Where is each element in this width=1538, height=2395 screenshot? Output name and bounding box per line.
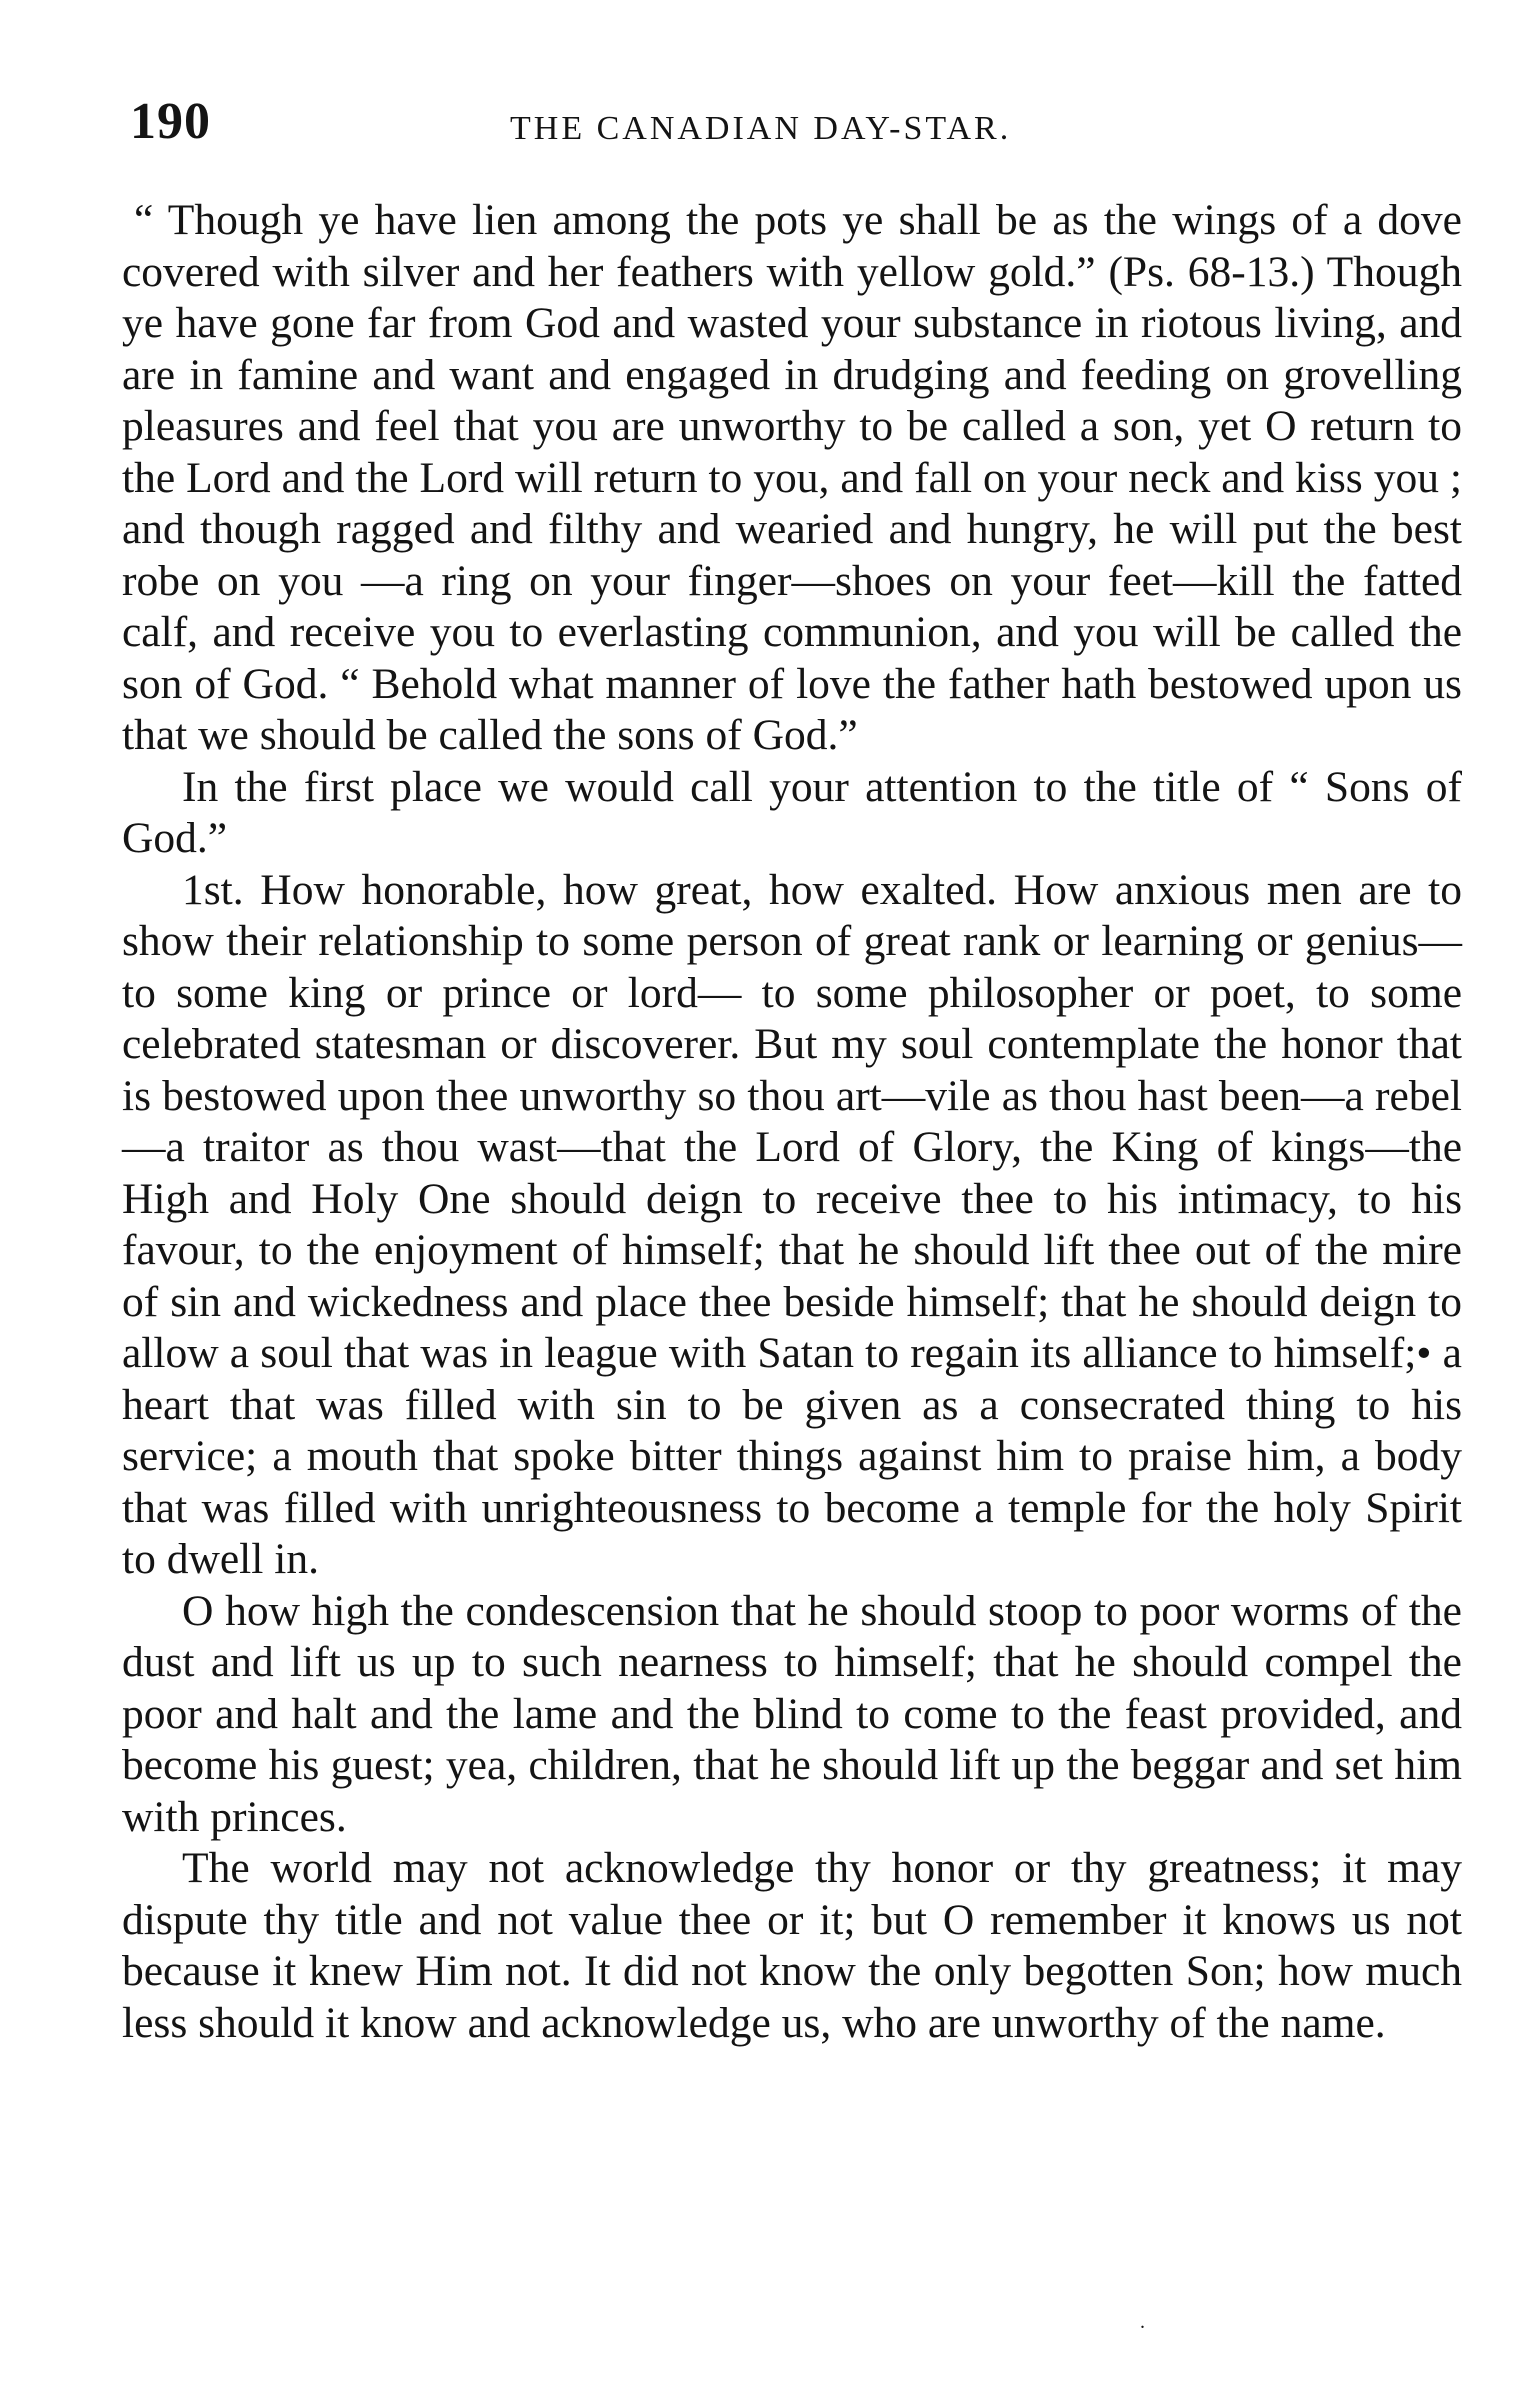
paragraph-condescension: O how high the condescension that he should stoop to poor worms of the dust and lift us up to such nearness to himself; that he should compel the poor and halt and the lame and the blind to come to the feast provided, and become his guest; yea, children, that he should lift up the beggar and set him with princes. bbox=[122, 1586, 1462, 1841]
paragraph-title-intro: In the first place we would call your attention to the title of “ Sons of God.” bbox=[122, 762, 1462, 862]
paragraph-first-point: 1st. How honorable, how great, how exalted. How anxious men are to show their relationship to some person of great rank or learning or genius—to some king or prince or lord— to some philosopher or poet, to some celebrated statesman or discoverer. But my soul contemplate the honor that is bestowed upon thee unworthy so thou art—vile as thou hast been—a rebel—a traitor as thou wast—that the Lord of Glory, the King of kings—the High and Holy One should deign to receive thee to his intimacy, to his favour, to the enjoyment of himself; that he should lift thee out of the mire of sin and wickedness and place thee beside himself; that he should deign to allow a soul that was in league with Satan to regain its alliance to himself;• a heart that was filled with sin to be given as a consecrated thing to his service; a mouth that spoke bitter things against him to praise him, a body that was filled with unrighteousness to become a temple for the holy Spirit to dwell in. bbox=[122, 865, 1462, 1583]
stray-dot-mark: . bbox=[1140, 2311, 1145, 2333]
page-header bbox=[130, 92, 1460, 162]
running-title: THE CANADIAN DAY-STAR. bbox=[510, 110, 1012, 147]
page-number: 190 bbox=[130, 93, 211, 150]
body-text bbox=[122, 195, 1462, 2049]
paragraph-world: The world may not acknowledge thy honor or thy greatness; it may dispute thy title and not value thee or it; but O remember it knows us not because it knew Him not. It did not know the only begotten Son; how much less should it know and acknowledge us, who are unworthy of the name. bbox=[122, 1844, 1462, 2047]
paragraph-scripture-quote: “ Though ye have lien among the pots ye shall be as the wings of a dove covered with silver and her feathers with yellow gold.” (Ps. 68-13.) Though ye have gone far from God and wasted your substance in riotous living, and are in famine and want and engaged in drudging and feeding on grovelling pleasures and feel that you are unworthy to be called a son, yet O return to the Lord and the Lord will return to you, and fall on your neck and kiss you ; and though ragged and filthy and wearied and hungry, he will put the best robe on you —a ring on your finger—shoes on your feet—kill the fatted calf, and receive you to everlasting communion, and you will be called the son of God. “ Behold what manner of love the father hath bestowed upon us that we should be called the sons of God.” bbox=[122, 196, 1462, 759]
